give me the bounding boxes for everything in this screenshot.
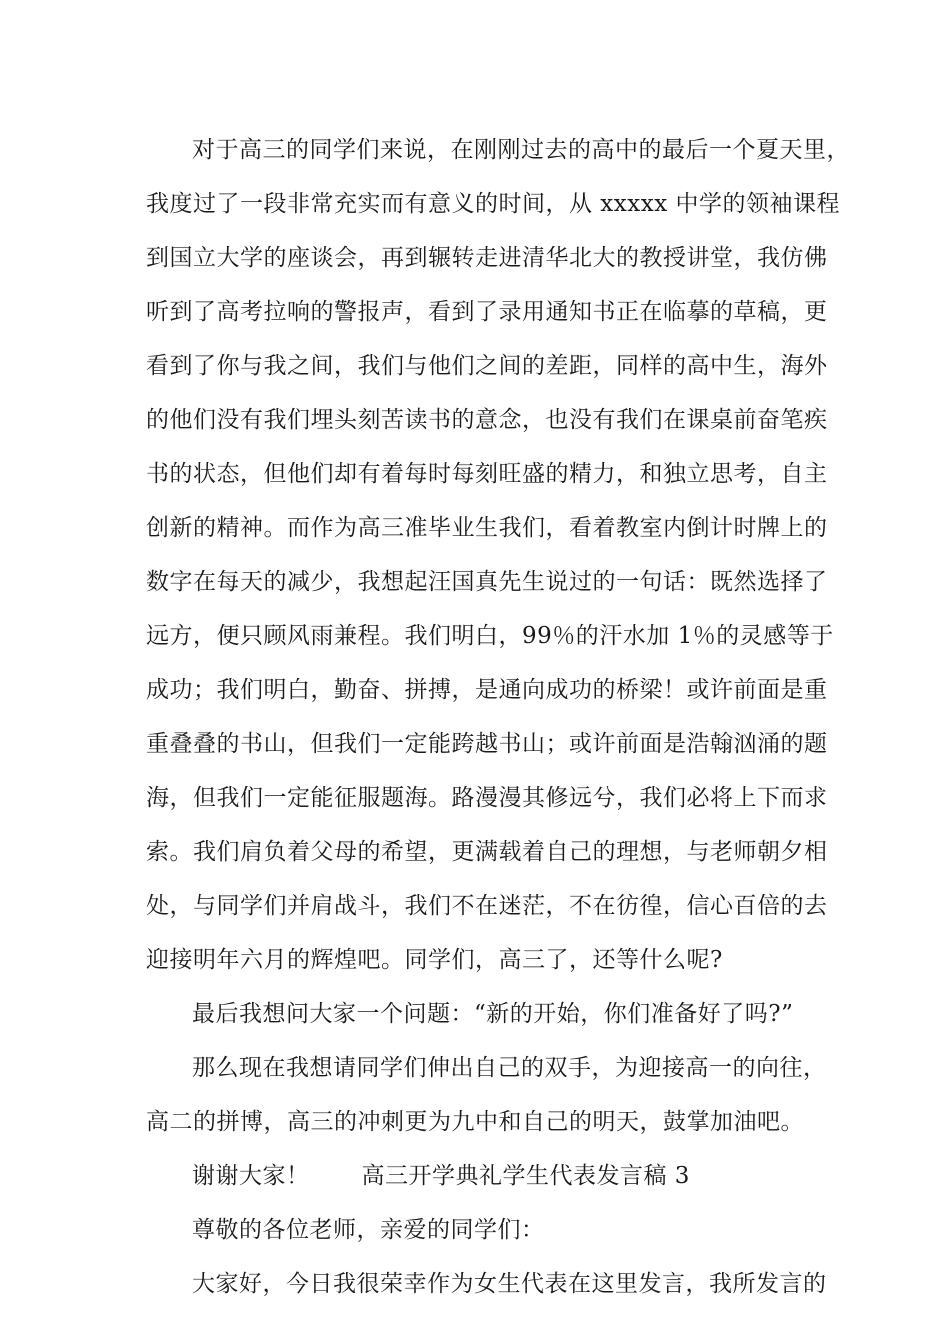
paragraph-line: 处，与同学们并肩战斗，我们不在迷茫，不在彷徨，信心百倍的去 xyxy=(146,893,828,919)
paragraph-line: 大家好，今日我很荣幸作为女生代表在这里发言，我所发言的 xyxy=(192,1271,827,1297)
paragraph-line: 看到了你与我之间，我们与他们之间的差距，同样的高中生，海外 xyxy=(146,353,828,379)
thanks-text: 谢谢大家！ xyxy=(192,1163,310,1189)
paragraph-line: 重叠叠的书山，但我们一定能跨越书山；或许前面是浩翰汹涌的题 xyxy=(146,731,828,757)
paragraph-line: 高二的拼博，高三的冲刺更为九中和自己的明天，鼓掌加油吧。 xyxy=(146,1109,804,1135)
paragraph-line: 到国立大学的座谈会，再到辗转走进清华北大的教授讲堂，我仿佛 xyxy=(146,245,828,271)
paragraph-line: 远方，便只顾风雨兼程。我们明白，99％的汗水加 1％的灵感等于 xyxy=(146,623,834,649)
thanks-and-title-line xyxy=(146,1156,826,1210)
paragraph-line: 创新的精神。而作为高三准毕业生我们，看着教室内倒计时牌上的 xyxy=(146,515,828,541)
paragraph-line: 那么现在我想请同学们伸出自己的双手，为迎接高一的向往， xyxy=(192,1055,827,1081)
question-paragraph: 最后我想问大家一个问题：“新的开始，你们准备好了吗?” xyxy=(192,1001,794,1027)
paragraph-line: 听到了高考拉响的警报声，看到了录用通知书正在临摹的草稿，更 xyxy=(146,299,828,325)
next-speech-title: 高三开学典礼学生代表发言稿 3 xyxy=(361,1163,690,1189)
paragraph-line: 书的状态，但他们却有着每时每刻旺盛的精力，和独立思考，自主 xyxy=(146,461,828,487)
paragraph-line: 海，但我们一定能征服题海。路漫漫其修远兮，我们必将上下而求 xyxy=(146,785,828,811)
document-body xyxy=(146,130,850,1318)
paragraph-line: 对于高三的同学们来说，在刚刚过去的高中的最后一个夏天里， xyxy=(192,137,850,163)
paragraph-line: 数字在每天的减少，我想起汪国真先生说过的一句话：既然选择了 xyxy=(146,569,828,595)
paragraph-line: 迎接明年六月的辉煌吧。同学们，高三了，还等什么呢? xyxy=(146,947,723,973)
paragraph-line: 索。我们肩负着父母的希望，更满载着自己的理想，与老师朝夕相 xyxy=(146,839,828,865)
salutation: 尊敬的各位老师，亲爱的同学们： xyxy=(192,1217,545,1243)
paragraph-line: 成功；我们明白，勤奋、拼搏，是通向成功的桥梁！或许前面是重 xyxy=(146,677,828,703)
paragraph-line: 的他们没有我们埋头刻苦读书的意念，也没有我们在课桌前奋笔疾 xyxy=(146,407,828,433)
paragraph-line: 我度过了一段非常充实而有意义的时间，从 xxxxx 中学的领袖课程 xyxy=(146,191,840,217)
